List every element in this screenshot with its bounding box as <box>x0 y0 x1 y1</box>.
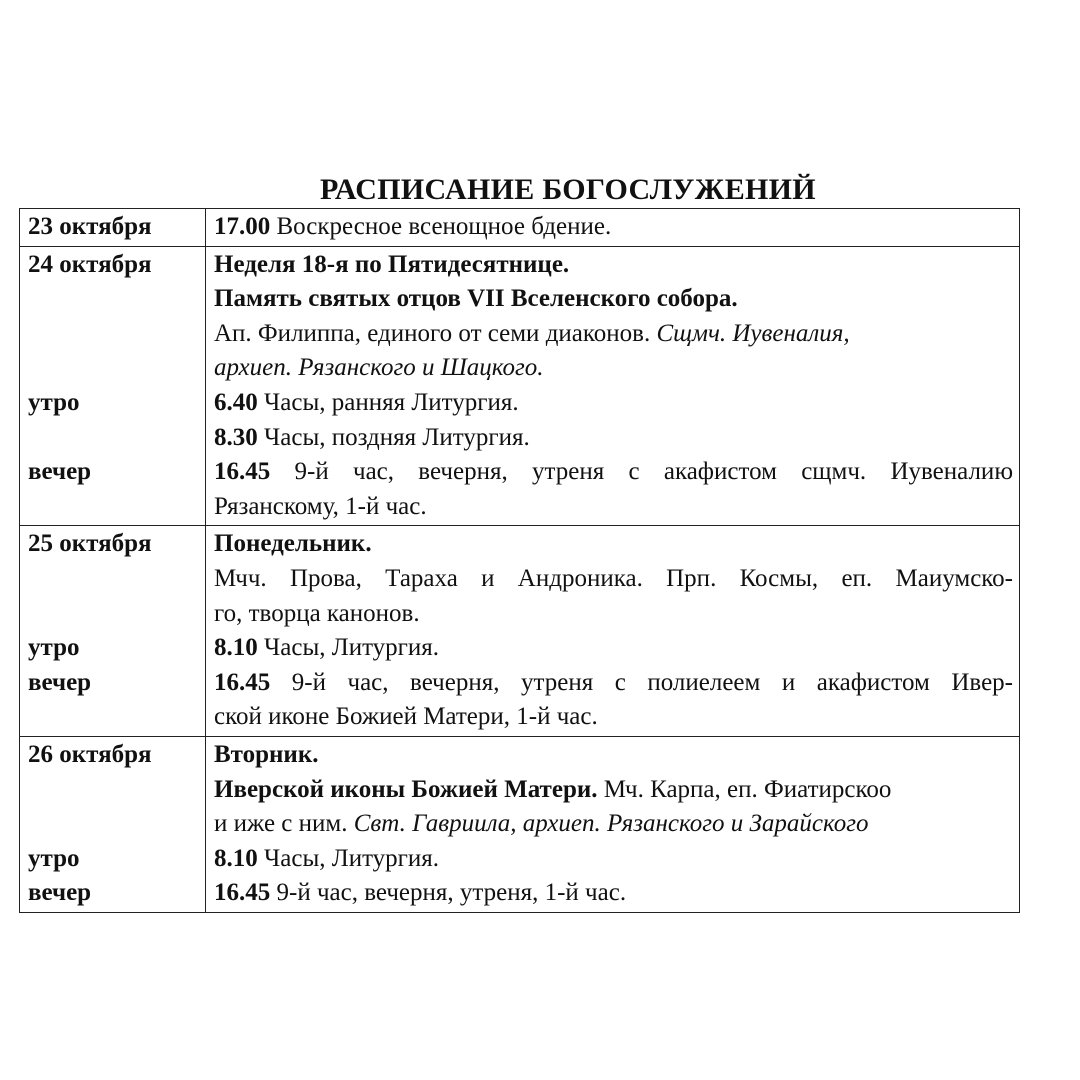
evening-label: вечер <box>28 668 92 696</box>
table-row <box>20 246 1020 526</box>
services-cell <box>206 246 1020 526</box>
service-time: 8.30 <box>214 423 258 451</box>
services-cell <box>206 209 1020 247</box>
morning-label: утро <box>28 844 80 872</box>
date-label: 26 октября <box>28 740 152 768</box>
saints-text: и иже с ним. <box>214 810 348 838</box>
date-label: 23 октября <box>28 213 152 240</box>
table-row <box>20 526 1020 737</box>
day-heading: Понедельник. <box>214 530 372 558</box>
service-text: 9-й час, вечерня, утреня с акафистом сщмч. Иувеналию <box>294 458 1013 486</box>
service-text: Часы, Литургия. <box>264 844 440 872</box>
service-text: Часы, ранняя Литургия. <box>264 388 519 416</box>
date-label: 24 октября <box>28 250 152 278</box>
service-text: 9-й час, вечерня, утреня, 1-й час. <box>276 879 627 907</box>
date-cell <box>20 246 206 526</box>
table-row <box>20 209 1020 247</box>
date-cell <box>20 736 206 912</box>
table-row <box>20 736 1020 912</box>
service-text: ской иконе Божией Матери, 1-й час. <box>214 703 598 731</box>
service-text: Воскресное всенощное бдение. <box>276 213 612 240</box>
morning-label: утро <box>28 388 80 416</box>
date-label: 25 октября <box>28 530 152 558</box>
saints-text-italic: архиеп. Рязанского и Шацкого. <box>214 354 544 382</box>
day-heading: Вторник. <box>214 740 319 768</box>
service-text: Рязанскому, 1-й час. <box>214 492 427 520</box>
feast-heading: Память святых отцов VII Вселенского собора. <box>214 285 738 313</box>
feast-heading: Иверской иконы Божией Матери. <box>214 775 598 803</box>
services-cell <box>206 526 1020 737</box>
service-text: Часы, Литургия. <box>264 634 440 662</box>
services-cell <box>206 736 1020 912</box>
saints-text: Ап. Филиппа, единого от семи диаконов. <box>214 319 651 347</box>
page-title: РАСПИСАНИЕ БОГОСЛУЖЕНИЙ <box>320 173 816 206</box>
saints-text-italic: Свт. Гавриила, архиеп. Рязанского и Зарайского <box>353 810 869 838</box>
service-time: 8.10 <box>214 844 258 872</box>
evening-label: вечер <box>28 458 92 486</box>
schedule-document <box>19 172 1017 913</box>
service-time: 6.40 <box>214 388 258 416</box>
day-heading: Неделя 18-я по Пятидесятнице. <box>214 250 570 278</box>
service-text: 9-й час, вечерня, утреня с полиелеем и акафистом Ивер- <box>291 668 1013 696</box>
saints-text-italic: Сщмч. Иувеналия, <box>656 319 850 347</box>
service-time: 16.45 <box>214 879 271 907</box>
saints-text: Мч. Карпа, еп. Фиатирскоо <box>603 775 892 803</box>
service-time: 17.00 <box>214 213 271 240</box>
date-cell <box>20 526 206 737</box>
saints-text: го, творца канонов. <box>214 599 420 627</box>
morning-label: утро <box>28 634 80 662</box>
service-time: 16.45 <box>214 668 271 696</box>
service-time: 8.10 <box>214 634 258 662</box>
service-time: 16.45 <box>214 458 271 486</box>
date-cell <box>20 209 206 247</box>
saints-text: Мчч. Прова, Тараха и Андроника. Прп. Космы, еп. Маиумско- <box>214 564 1013 592</box>
service-text: Часы, поздняя Литургия. <box>264 423 530 451</box>
schedule-table <box>19 208 1020 913</box>
evening-label: вечер <box>28 879 92 907</box>
